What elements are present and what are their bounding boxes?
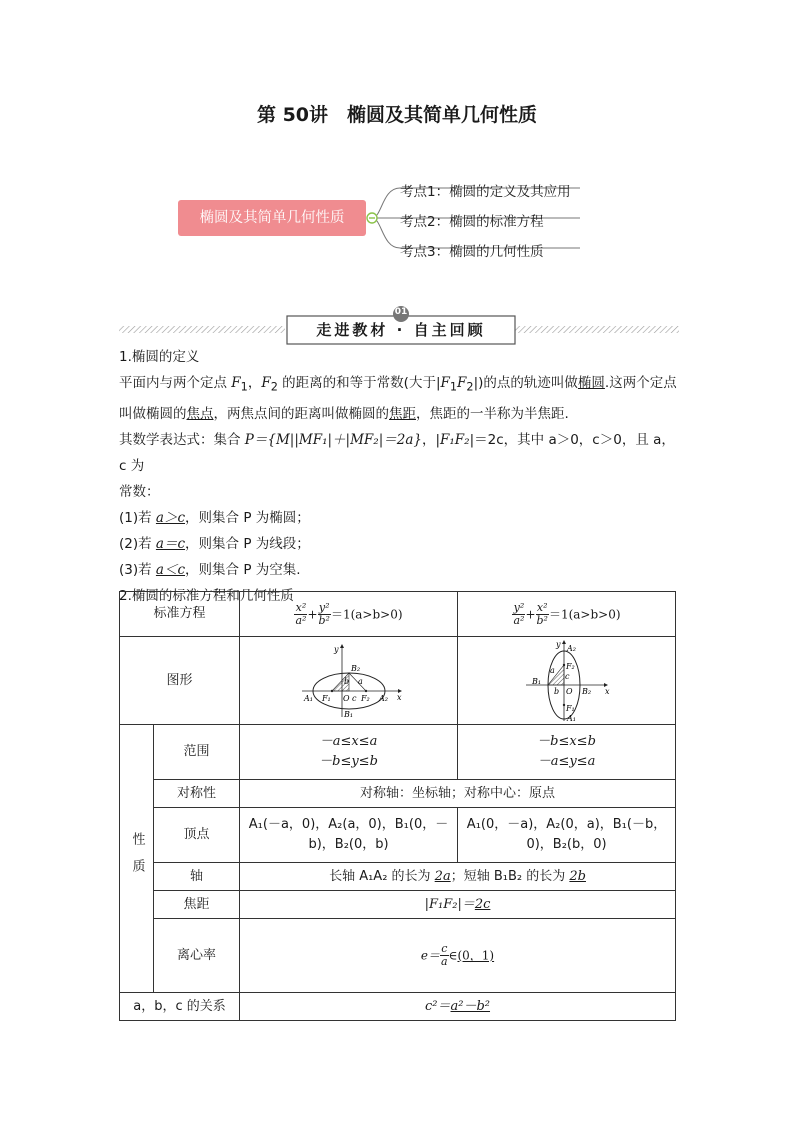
label-f1: F₁ — [321, 693, 331, 703]
case-3 — [119, 557, 679, 583]
table-row — [120, 808, 676, 863]
table-row — [120, 780, 676, 808]
section-number-badge: 01 — [394, 307, 408, 317]
text: 的距离的和等于常数(大于| — [277, 375, 441, 391]
table-row — [120, 725, 676, 780]
definition-line-4: 常数： — [119, 483, 160, 500]
table-row — [120, 993, 676, 1021]
eccentricity-value — [240, 919, 676, 993]
text: F — [231, 375, 241, 391]
label-a2: A₂ — [378, 693, 388, 703]
text: 2 — [270, 380, 278, 394]
text: y² — [513, 600, 525, 614]
vertical-ellipse-diagram — [522, 639, 612, 723]
axis-label-y: y — [333, 644, 339, 654]
mindmap-item-2: 考点2：椭圆的标准方程 — [400, 214, 544, 230]
text: ，则集合 P 为线段； — [185, 535, 310, 552]
range-x: －a≤x≤a — [319, 734, 378, 749]
vertex-label: 顶点 — [154, 808, 240, 863]
axis-label-y: y — [555, 639, 561, 649]
text: ，| — [421, 431, 441, 448]
table-row — [120, 637, 676, 725]
graph-label: 图形 — [120, 637, 240, 725]
blank-answer: a²－b² — [450, 998, 491, 1014]
definition-line-1 — [119, 370, 679, 401]
axis-label-x: x — [604, 686, 610, 696]
std-equation-vertical — [458, 592, 676, 637]
label-a1: A₁ — [566, 713, 576, 723]
std-equation-label: 标准方程 — [120, 592, 240, 637]
text: b² — [536, 613, 548, 627]
text: ＝1(a>b>0) — [548, 607, 621, 621]
graph-horizontal-cell — [240, 637, 458, 725]
definition-section — [119, 344, 679, 609]
text: |)的点的轨迹叫做 — [473, 375, 578, 391]
fraction — [440, 943, 449, 968]
label-c: c — [564, 671, 569, 681]
label-a1: A₁ — [303, 693, 313, 703]
axis-label-x: x — [396, 692, 402, 702]
text: ，焦距的一半称为半焦距. — [416, 405, 569, 422]
text: .这两个定点 — [604, 375, 677, 391]
text: F₁F₂ — [440, 431, 470, 448]
blank-answer: a＝c — [155, 535, 186, 552]
text: 长轴 A₁A₂ 的长为 — [329, 868, 435, 884]
label-b1: B₁ — [531, 676, 541, 686]
text: x² — [536, 600, 548, 614]
blank-answer: 2b — [569, 868, 586, 884]
range-y: －a≤y≤a — [537, 754, 596, 769]
definition-heading: 1.椭圆的定义 — [119, 349, 200, 365]
vertex-line: A₁(－a，0)，A₂(a，0)，B₁(0，－ — [248, 817, 449, 832]
fraction — [512, 602, 525, 627]
text: |F₁F₂|＝ — [424, 896, 475, 912]
page-title: 第 50讲 椭圆及其简单几何性质 — [256, 104, 538, 126]
blank-answer: a＞c — [155, 509, 186, 526]
table-row — [120, 592, 676, 637]
blank-answer: 2a — [434, 868, 451, 884]
range-y: －b≤y≤b — [319, 754, 378, 769]
definition-line-2 — [119, 401, 679, 427]
label-b: b — [553, 686, 559, 696]
table-row — [120, 919, 676, 993]
std-equation-horizontal — [240, 592, 458, 637]
text: 其数学表达式：集合 — [119, 431, 245, 448]
mindmap-item-3: 考点3：椭圆的几何性质 — [400, 244, 544, 260]
ellipse-properties-table — [119, 591, 676, 1021]
text: y² — [318, 600, 330, 614]
vertex-vertical — [458, 808, 676, 863]
mindmap-root: 椭圆及其简单几何性质 — [178, 200, 366, 236]
text: 1 — [240, 380, 248, 394]
relation-label: a，b，c 的关系 — [120, 993, 240, 1021]
text: 平面内与两个定点 — [119, 375, 232, 391]
text: F — [440, 375, 450, 391]
fraction — [294, 602, 307, 627]
label-a: a — [549, 665, 555, 675]
label-a2: A₂ — [566, 643, 576, 653]
text: ，则集合 P 为椭圆； — [185, 509, 310, 526]
blank-answer: 2c — [474, 896, 491, 912]
label-c: c — [351, 693, 356, 703]
text: 1 — [449, 380, 458, 394]
text: a² — [513, 613, 525, 627]
fraction — [536, 602, 549, 627]
vertex-horizontal — [240, 808, 458, 863]
case-1 — [119, 505, 679, 531]
vertex-line: b)，B₂(0，b) — [308, 837, 389, 852]
blank-answer: a＜c — [155, 561, 186, 578]
symmetry-value: 对称轴：坐标轴；对称中心：原点 — [240, 780, 676, 808]
blank-answer: 椭圆 — [577, 375, 605, 391]
text: ∈ — [448, 948, 458, 963]
text: (1)若 — [119, 509, 156, 526]
text: x² — [295, 600, 307, 614]
relation-value — [240, 993, 676, 1021]
vertex-line: A₁(0，－a)，A₂(0，a)，B₁(－b， — [466, 817, 667, 832]
text: ＝1(a>b>0) — [330, 607, 403, 621]
table-row — [120, 891, 676, 919]
text: ，则集合 P 为空集. — [185, 561, 301, 578]
fraction — [318, 602, 331, 627]
text: |＝2c，其中 a＞0，c＞0，且 a，c 为 — [119, 431, 675, 474]
text: + — [307, 607, 318, 621]
text: F — [261, 375, 271, 391]
case-2 — [119, 531, 679, 557]
range-label: 范围 — [154, 725, 240, 780]
label-b2: B₂ — [581, 686, 591, 696]
range-x: －b≤x≤b — [537, 734, 596, 749]
eccentricity-label: 离心率 — [154, 919, 240, 993]
label-f1: F₁ — [565, 703, 575, 713]
text: (3)若 — [119, 561, 156, 578]
range-horizontal — [240, 725, 458, 780]
symmetry-label: 对称性 — [154, 780, 240, 808]
section-title: 走进教材 · 自主回顾 — [316, 321, 486, 339]
text: a² — [295, 613, 307, 627]
text: ， — [247, 375, 262, 391]
table-heading: 2.椭圆的标准方程和几何性质 — [119, 587, 294, 604]
horizontal-ellipse-diagram — [294, 641, 404, 721]
blank-answer: (0，1) — [457, 948, 495, 963]
table-row — [120, 863, 676, 891]
label-f2: F₂ — [565, 661, 575, 671]
text: c — [441, 942, 448, 955]
label-a: a — [357, 676, 363, 686]
blank-answer: 焦点 — [186, 405, 214, 422]
text: a — [441, 955, 448, 968]
text: + — [525, 607, 536, 621]
text: (2)若 — [119, 535, 156, 552]
label-b2: B₂ — [350, 663, 360, 673]
focal-value — [240, 891, 676, 919]
axis-value — [240, 863, 676, 891]
set-expression: P＝{M||MF₁|＋|MF₂|＝2a} — [244, 431, 422, 448]
label-b: b — [343, 676, 349, 686]
text: c²＝ — [425, 998, 451, 1014]
label-origin: O — [565, 686, 573, 696]
text: ；短轴 B₁B₂ 的长为 — [450, 868, 570, 884]
text: b² — [318, 613, 330, 627]
text: ，两焦点间的距离叫做椭圆的 — [213, 405, 389, 422]
text: e＝ — [420, 948, 441, 963]
vertex-line: 0)，B₂(b，0) — [526, 837, 607, 852]
label-b1: B₁ — [343, 709, 353, 719]
label-origin: O — [342, 693, 350, 703]
mindmap-item-1: 考点1：椭圆的定义及其应用 — [400, 184, 571, 200]
graph-vertical-cell — [458, 637, 676, 725]
label-f2: F₂ — [360, 693, 370, 703]
definition-line-3 — [119, 427, 679, 479]
text: 叫做椭圆的 — [119, 405, 187, 422]
range-vertical — [458, 725, 676, 780]
text: 2 — [466, 380, 474, 394]
blank-answer: 焦距 — [389, 405, 416, 422]
text: F — [457, 375, 467, 391]
axis-label: 轴 — [154, 863, 240, 891]
focal-label: 焦距 — [154, 891, 240, 919]
properties-label: 性质 — [120, 725, 154, 993]
